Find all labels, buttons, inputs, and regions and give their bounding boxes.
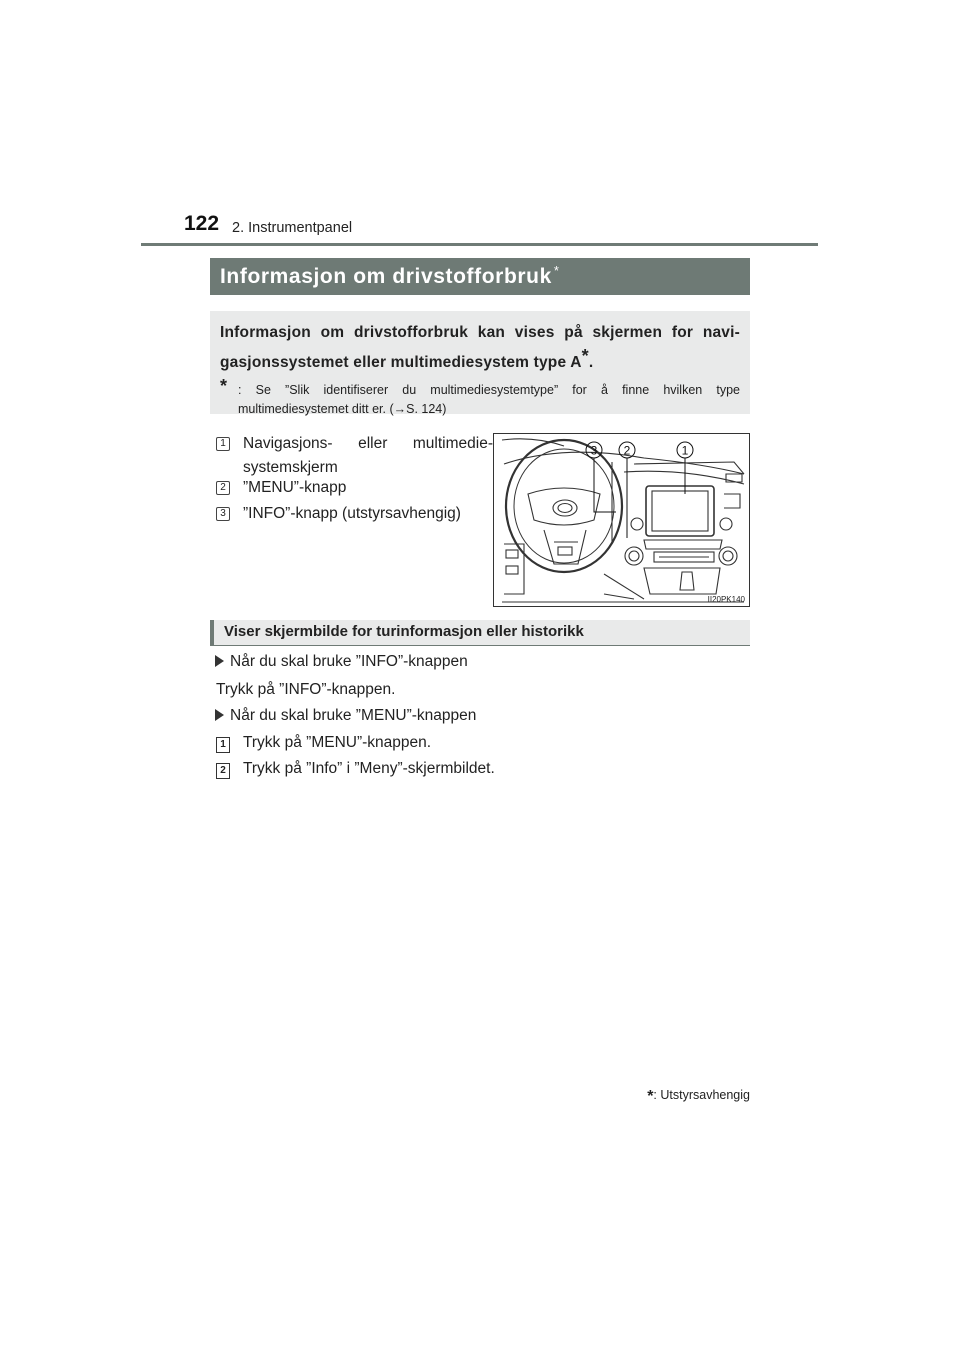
step-number: 2 — [216, 763, 230, 779]
triangle-bullet-icon — [215, 655, 224, 667]
legend-label: ”MENU”-knapp — [243, 479, 347, 496]
title-asterisk: * — [553, 263, 560, 278]
step-2 — [216, 760, 616, 782]
footnote — [600, 1086, 750, 1104]
callout-number: 3 — [216, 507, 230, 521]
legend-label: ”INFO”-knapp (utstyrsavhengig) — [243, 505, 461, 522]
page-title — [210, 258, 750, 295]
callout-number: 1 — [216, 437, 230, 451]
footnote-asterisk: * — [647, 1088, 654, 1105]
page-number: 122 — [184, 212, 220, 235]
legend-label: Navigasjons- eller multimedie-systemskjerm — [243, 435, 493, 476]
figure-callout-3: 3 — [590, 443, 598, 458]
step-number: 1 — [216, 737, 230, 753]
header-divider — [141, 243, 818, 246]
case-heading-text: Når du skal bruke ”INFO”-knappen — [230, 653, 468, 670]
footnote-text: : Utstyrsavhengig — [653, 1088, 750, 1102]
page-title-text: Informasjon om drivstofforbruk — [220, 265, 552, 288]
note-asterisk: * — [220, 376, 228, 396]
case-heading-text: Når du skal bruke ”MENU”-knappen — [230, 707, 477, 724]
figure-callout-1: 1 — [681, 443, 689, 458]
intro-note — [220, 376, 740, 419]
case-heading-menu — [215, 707, 476, 725]
case-heading-info — [215, 653, 468, 671]
note-text: : Se ”Slik identifiserer du multimediesystemtype” for å finne hvilken type multimediesystemet ditt er. (→S. 124) — [238, 383, 740, 416]
dashboard-illustration — [493, 433, 750, 607]
intro-end: . — [588, 354, 594, 371]
step-text: Trykk på ”Info” i ”Meny”-skjermbildet. — [243, 760, 495, 777]
step-text: Trykk på ”MENU”-knappen. — [243, 734, 432, 751]
intro-box — [210, 311, 750, 414]
intro-text: Informasjon om drivstofforbruk kan vises på skjermen for navi-gasjonssystemet eller multimediesystem type A — [220, 324, 740, 371]
figure-code: II20PK140 — [707, 595, 745, 604]
case-info-text: Trykk på ”INFO”-knappen. — [216, 681, 396, 698]
step-1 — [216, 734, 616, 756]
subheading: Viser skjermbilde for turinformasjon eller historikk — [210, 620, 750, 646]
intro-paragraph — [220, 318, 740, 377]
dashboard-drawing — [494, 434, 749, 606]
callout-number: 2 — [216, 481, 230, 495]
section-title: 2. Instrumentpanel — [232, 220, 353, 236]
figure-callout-2: 2 — [623, 443, 631, 458]
triangle-bullet-icon — [215, 709, 224, 721]
intro-asterisk: * — [581, 346, 589, 366]
